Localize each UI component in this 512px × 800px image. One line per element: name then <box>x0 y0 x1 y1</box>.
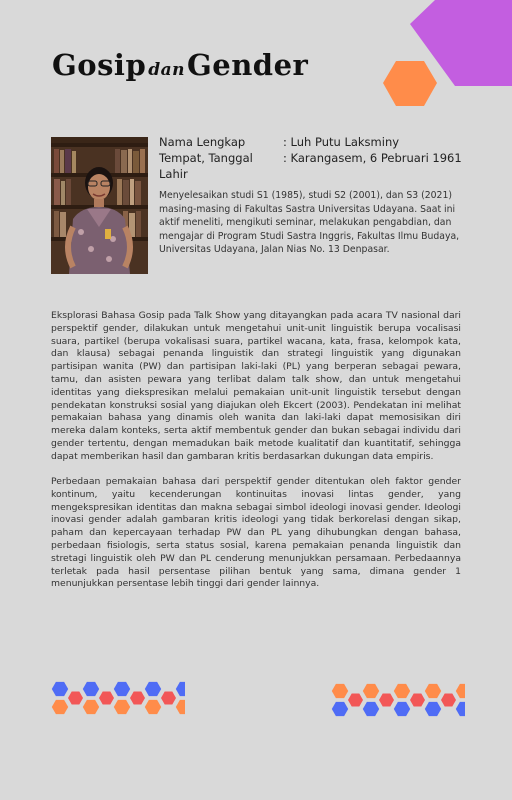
author-name-value: : Luh Putu Laksminy <box>283 135 400 149</box>
orange-hexagon-decoration <box>383 61 437 106</box>
hexagon-decoration <box>456 702 465 716</box>
hexagon-decoration <box>176 700 185 714</box>
main-text <box>51 310 461 604</box>
hexagon-pattern-right <box>330 682 465 720</box>
paragraph-1: Eksplorasi Bahasa Gosip pada Talk Show yang ditayangkan pada acara TV nasional dari perspektif gender, dilakukan untuk mengetahui unit-unit linguistik berupa vocalisasi suara, partikel (berupa vokalisasi suara, partikel wacana, kata, frasa, kelompok kata, dan klausa) sebagai penanda linguistik dan strategi linguistik yang digunakan partisipan wanita (PW) dan partisipan laki-laki (PL) yang berperan sebagai pewara, tamu, dan asisten pewara yang terlibat dalam talk show, dan untuk mengetahui identitas yang diekspresikan melalui pemakaian unit-unit linguistik tersebut dengan pendekatan konstruksi sosial yang diajukan oleh Ekcert (2003). Pendekatan ini melihat pemakaian bahasa yang dinamis oleh wanita dan laki-laki dapat memosisikan diri mereka dalam konteks, serta aktif membentuk gender dan bukan sebagai individu dari gender tertentu, dengan memadukan baik metode kualitatif dan kuantitatif, sehingga dapat memberikan hasil dan gambaran kritis berdasarkan dukungan data empiris. <box>51 310 461 462</box>
hexagon-decoration <box>379 694 394 707</box>
hexagon-decoration <box>176 682 185 696</box>
hexagon-decoration <box>425 684 441 698</box>
paragraph-2: Perbedaan pemakaian bahasa dari perspektif gender ditentukan oleh faktor gender kontinum, yaitu kecenderungan kontinuitas inovasi lintas gender, yang mengekspresikan identitas dan makna sebagai simbol ideologi inovasi gender. Ideologi inovasi gender adalah gambaran kritis ideologi yang tidak berkorelasi dengan sikap, paham dan kepercayaan terhadap PW dan PL yang dihubungkan dengan bahasa, perbedaan fisiologis, serta status sosial, karena pemakaian penanda linguistik dan stretagi linguistik oleh PW dan PL cenderung menunjukkan persamaan. Perbedaannya terletak pada hasil persentase pilihan bentuk yang sama, dimana gender 1 menunjukkan persentase lebih tinggi dari gender lainnya. <box>51 476 461 590</box>
hexagon-decoration <box>114 682 130 696</box>
hexagon-decoration <box>68 692 83 705</box>
author-photo <box>51 137 148 274</box>
hexagon-decoration <box>83 700 99 714</box>
hexagon-decoration <box>441 694 456 707</box>
title-part-gosip: Gosip <box>52 48 147 82</box>
hexagon-decoration <box>52 682 68 696</box>
hexagon-decoration <box>99 692 114 705</box>
hexagon-decoration <box>394 684 410 698</box>
hexagon-decoration <box>332 684 348 698</box>
hexagon-decoration <box>145 682 161 696</box>
author-birth-row <box>159 150 469 182</box>
page-title <box>52 48 308 82</box>
hexagon-decoration <box>425 702 441 716</box>
hexagon-decoration <box>161 692 176 705</box>
hexagon-pattern-left <box>50 680 185 718</box>
hexagon-decoration <box>394 702 410 716</box>
hexagon-decoration <box>332 702 348 716</box>
hexagon-decoration <box>348 694 363 707</box>
author-name-label: Nama Lengkap <box>159 135 246 149</box>
hexagon-decoration <box>456 684 465 698</box>
hexagon-decoration <box>363 702 379 716</box>
title-part-gender: Gender <box>187 48 309 82</box>
author-birth-label: Tempat, Tanggal Lahir <box>159 151 253 181</box>
title-connector: dan <box>148 60 185 80</box>
author-info <box>159 134 469 257</box>
hexagon-decoration <box>114 700 130 714</box>
hexagon-decoration <box>52 700 68 714</box>
author-description: Menyelesaikan studi S1 (1985), studi S2 (2001), dan S3 (2021) masing-masing di Fakultas Sastra Universitas Udayana. Saat ini aktif meneliti, mengikuti seminar, melakukan pengabdian, dan mengajar di Program Studi Sastra Inggris, Fakultas Ilmu Budaya, Universitas Udayana, Jalan Nias No. 13 Denpasar. <box>159 190 460 255</box>
author-birth-value: : Karangasem, 6 Pebruari 1961 <box>283 151 462 165</box>
hexagon-decoration <box>130 692 145 705</box>
hexagon-decoration <box>410 694 425 707</box>
hexagon-decoration <box>83 682 99 696</box>
author-name-row <box>159 134 469 150</box>
hexagon-decoration <box>145 700 161 714</box>
hexagon-decoration <box>363 684 379 698</box>
